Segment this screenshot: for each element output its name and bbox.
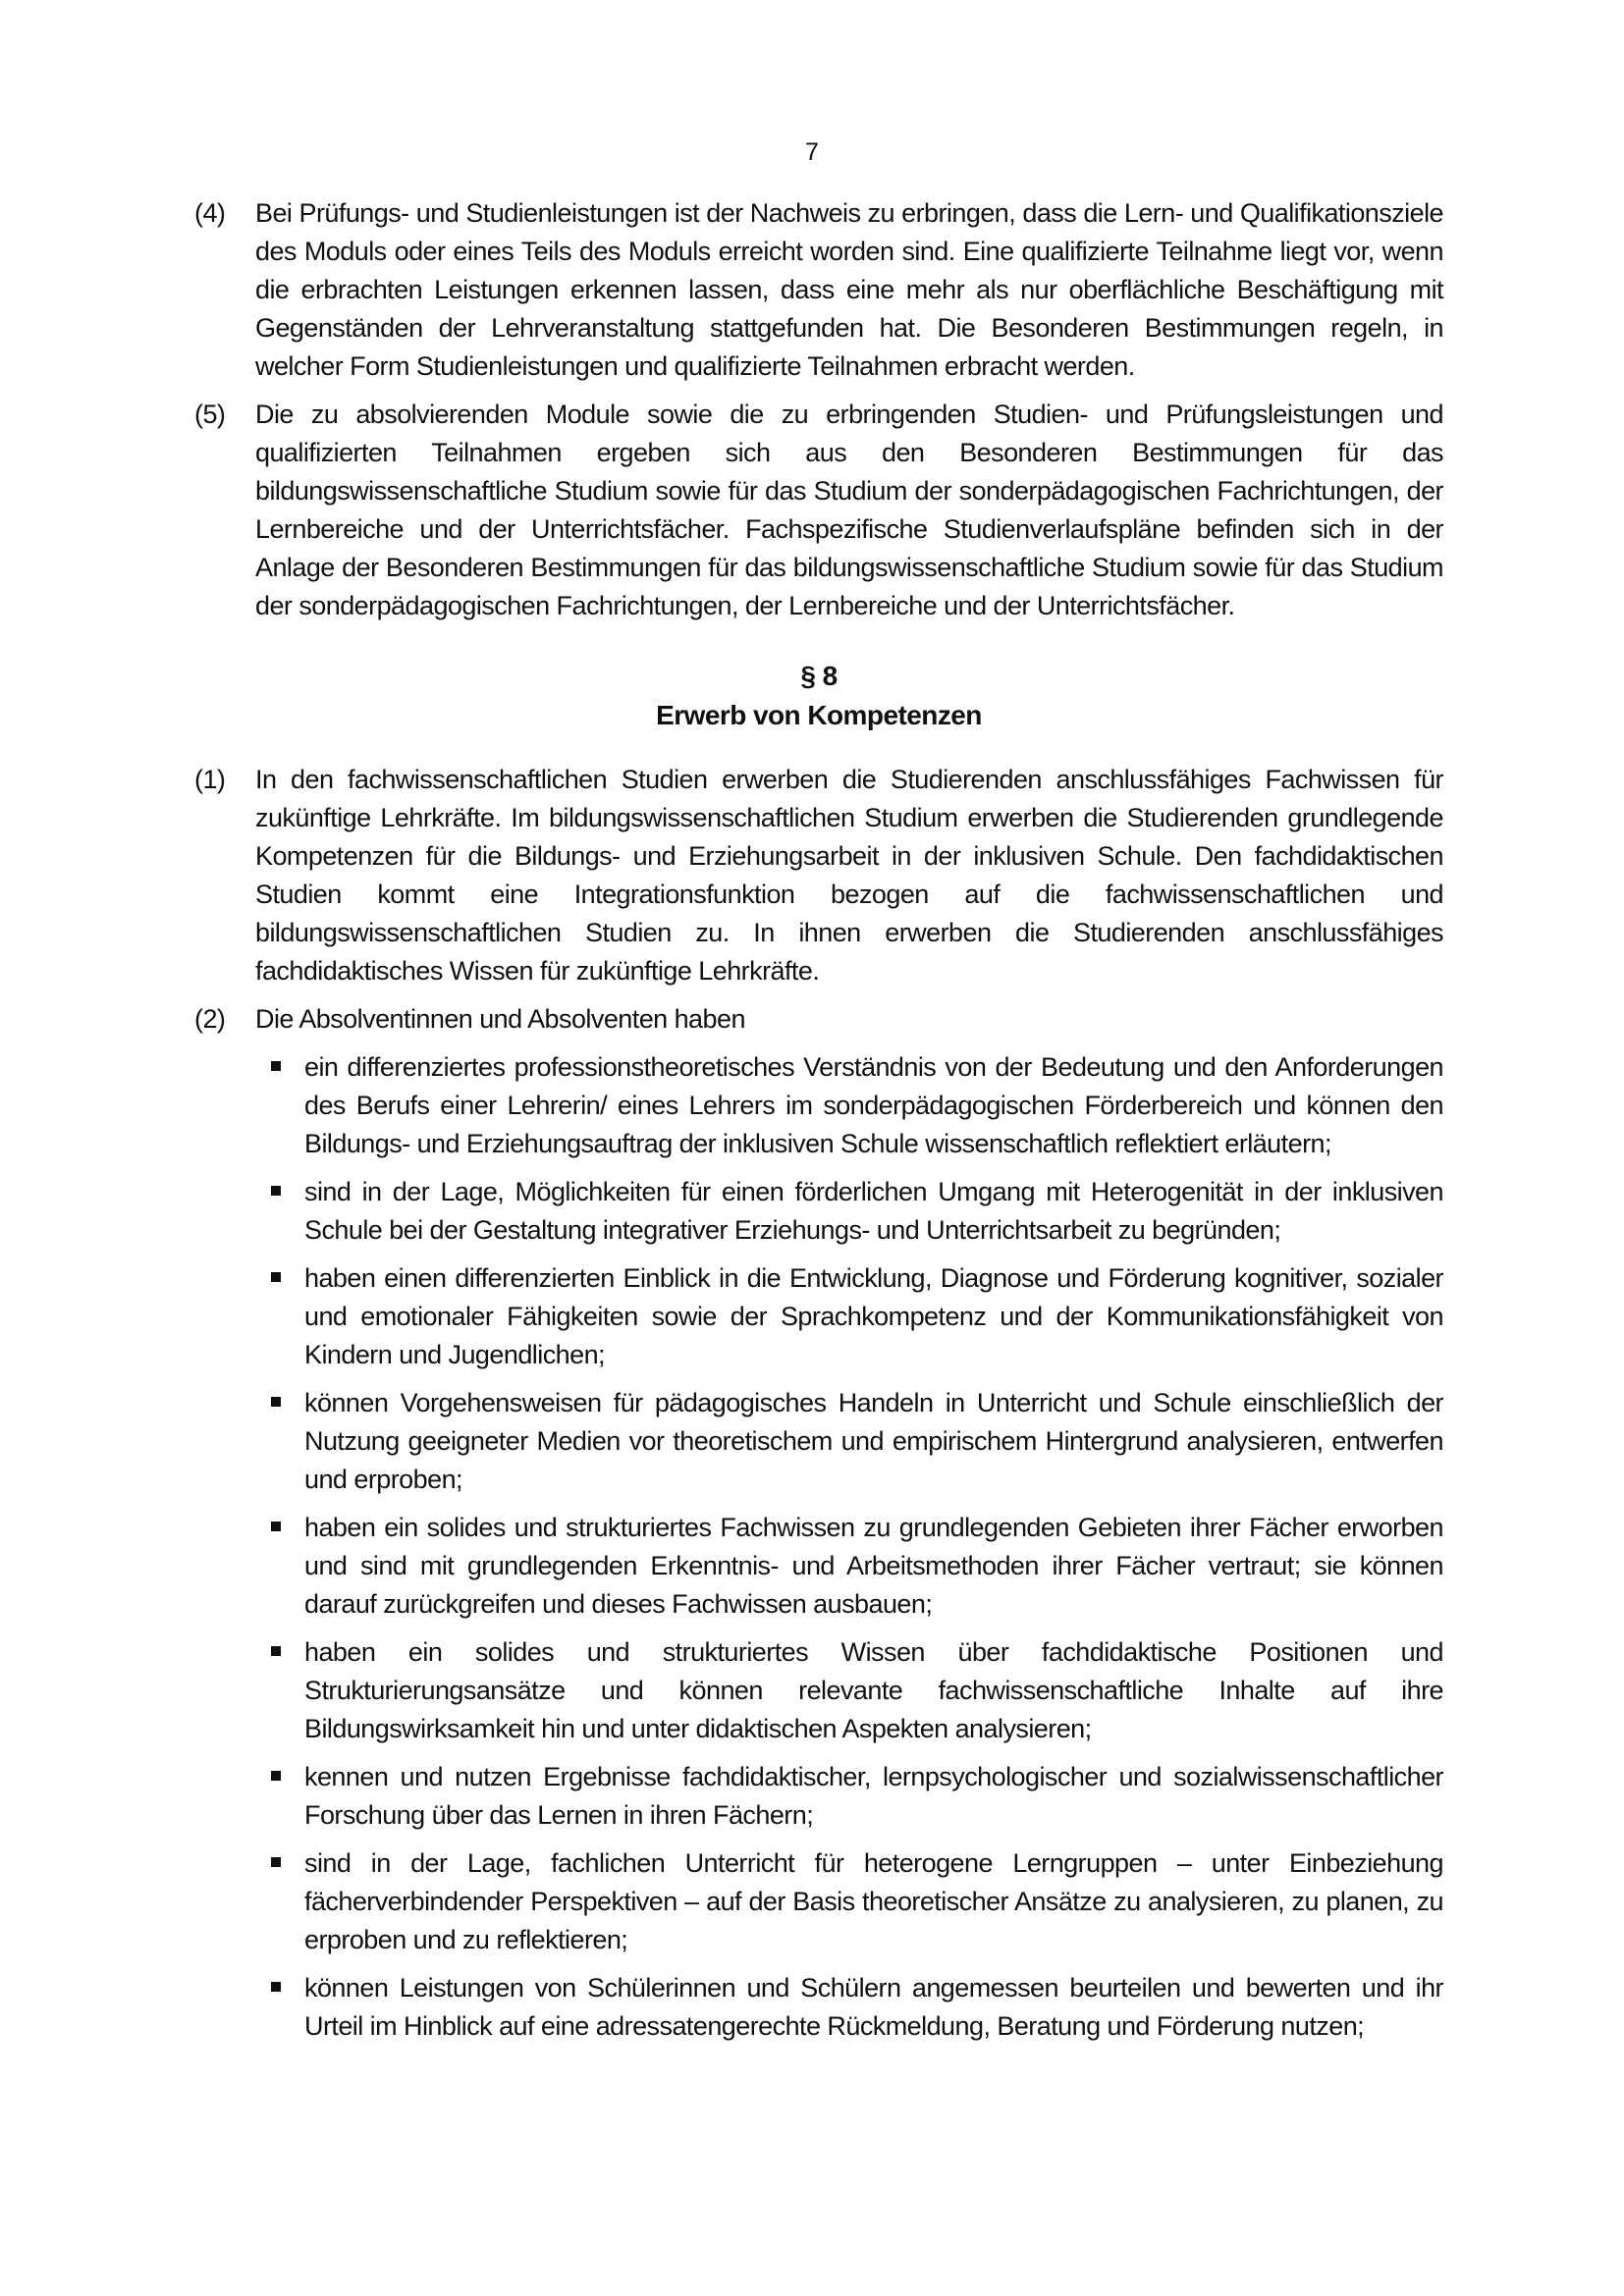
paragraph-number: (1) — [194, 765, 226, 794]
section-number: § 8 — [800, 661, 838, 691]
list-item — [255, 1384, 1443, 1499]
page-content — [194, 194, 1443, 2056]
square-bullet-icon — [271, 1857, 281, 1867]
paragraph-1 — [194, 761, 1443, 990]
list-item — [255, 1048, 1443, 1163]
paragraph-number: (2) — [194, 1004, 226, 1034]
paragraph-number: (5) — [194, 400, 226, 429]
list-item — [255, 1633, 1443, 1748]
section-heading — [194, 657, 1443, 735]
list-item — [255, 1969, 1443, 2046]
list-item — [255, 1509, 1443, 1624]
list-item-text: haben ein solides und strukturiertes Fachwissen zu grundlegenden Gebieten ihrer Fächer erworben und sind mit grundlegenden Erkenntnis- und Arbeitsmethoden ihrer Fächer vertraut; sie können darauf zurückgreifen und dieses Fachwissen ausbauen; — [304, 1513, 1443, 1619]
paragraph-number: (4) — [194, 198, 226, 228]
square-bullet-icon — [271, 1982, 281, 1992]
square-bullet-icon — [271, 1272, 281, 1282]
list-item-text: haben ein solides und strukturiertes Wissen über fachdidaktische Positionen und Strukturierungsansätze und können relevante fachwissenschaftliche Inhalte auf ihre Bildungswirksamkeit hin und unter didaktischen Aspekten analysieren; — [304, 1637, 1443, 1743]
square-bullet-icon — [271, 1186, 281, 1196]
competency-list — [194, 1048, 1443, 2046]
paragraph-intro: Die Absolventinnen und Absolventen haben — [255, 1004, 745, 1034]
paragraph-text: Die zu absolvierenden Module sowie die zu erbringenden Studien- und Prüfungsleistungen und qualifizierten Teilnahmen ergeben sich aus den Besonderen Bestimmungen für das bildungswissenschaftliche Studium sowie für das Studium der sonderpädagogischen Fachrichtungen, der Lernbereiche und der Unterrichtsfächer. Fachspezifische Studienverlaufspläne befinden sich in der Anlage der Besonderen Bestimmungen für das bildungswissenschaftliche Studium sowie für das Studium der sonderpädagogischen Fachrichtungen, der Lernbereiche und der Unterrichtsfächer. — [255, 400, 1443, 620]
list-item-text: ein differenziertes professionstheoretisches Verständnis von der Bedeutung und den Anforderungen des Berufs einer Lehrerin/ eines Lehrers im sonderpädagogischen Förderbereich und können den Bildungs- und Erziehungsauftrag der inklusiven Schule wissenschaftlich reflektiert erläutern; — [304, 1052, 1443, 1158]
list-item-text: sind in der Lage, Möglichkeiten für einen förderlichen Umgang mit Heterogenität in der inklusiven Schule bei der Gestaltung integrativer Erziehungs- und Unterrichtsarbeit zu begründen; — [304, 1177, 1443, 1245]
paragraph-2 — [194, 1000, 1443, 1039]
list-item-text: haben einen differenzierten Einblick in die Entwicklung, Diagnose und Förderung kognitiver, sozialer und emotionaler Fähigkeiten sowie der Sprachkompetenz und der Kommunikationsfähigkeit von Kindern und Jugendlichen; — [304, 1263, 1443, 1369]
list-item — [255, 1758, 1443, 1835]
section-title: Erwerb von Kompetenzen — [656, 700, 982, 730]
square-bullet-icon — [271, 1061, 281, 1071]
paragraph-4 — [194, 194, 1443, 386]
list-item-text: kennen und nutzen Ergebnisse fachdidaktischer, lernpsychologischer und sozialwissenschaftlicher Forschung über das Lernen in ihren Fächern; — [304, 1762, 1443, 1830]
list-item — [255, 1173, 1443, 1250]
paragraph-text: Bei Prüfungs- und Studienleistungen ist der Nachweis zu erbringen, dass die Lern- und Qualifikationsziele des Moduls oder eines Teils des Moduls erreicht worden sind. Eine qualifizierte Teilnahme liegt vor, wenn die erbrachten Leistungen erkennen lassen, dass eine mehr als nur oberflächliche Beschäftigung mit Gegenständen der Lehrveranstaltung stattgefunden hat. Die Besonderen Bestimmungen regeln, in welcher Form Studienleistungen und qualifizierte Teilnahmen erbracht werden. — [255, 198, 1443, 381]
square-bullet-icon — [271, 1771, 281, 1781]
list-item — [255, 1259, 1443, 1374]
list-item — [255, 1844, 1443, 1959]
square-bullet-icon — [271, 1397, 281, 1407]
square-bullet-icon — [271, 1522, 281, 1531]
list-item-text: können Vorgehensweisen für pädagogisches Handeln in Unterricht und Schule einschließlich der Nutzung geeigneter Medien vor theoretischem und empirischem Hintergrund analysieren, entwerfen und erproben; — [304, 1388, 1443, 1494]
list-item-text: sind in der Lage, fachlichen Unterricht für heterogene Lerngruppen – unter Einbeziehung fächerverbindender Perspektiven – auf der Basis theoretischer Ansätze zu analysieren, zu planen, zu erproben und zu reflektieren; — [304, 1848, 1443, 1954]
paragraph-5 — [194, 396, 1443, 625]
list-item-text: können Leistungen von Schülerinnen und Schülern angemessen beurteilen und bewerten und ihr Urteil im Hinblick auf eine adressatengerechte Rückmeldung, Beratung und Förderung nutzen; — [304, 1973, 1443, 2041]
paragraph-text: In den fachwissenschaftlichen Studien erwerben die Studierenden anschlussfähiges Fachwissen für zukünftige Lehrkräfte. Im bildungswissenschaftlichen Studium erwerben die Studierenden grundlegende Kompetenzen für die Bildungs- und Erziehungsarbeit in der inklusiven Schule. Den fachdidaktischen Studien kommt eine Integrationsfunktion bezogen auf die fachwissenschaftlichen und bildungswissenschaftlichen Studien zu. In ihnen erwerben die Studierenden anschlussfähiges fachdidaktisches Wissen für zukünftige Lehrkräfte. — [255, 765, 1443, 986]
page-number: 7 — [805, 138, 819, 166]
square-bullet-icon — [271, 1646, 281, 1656]
